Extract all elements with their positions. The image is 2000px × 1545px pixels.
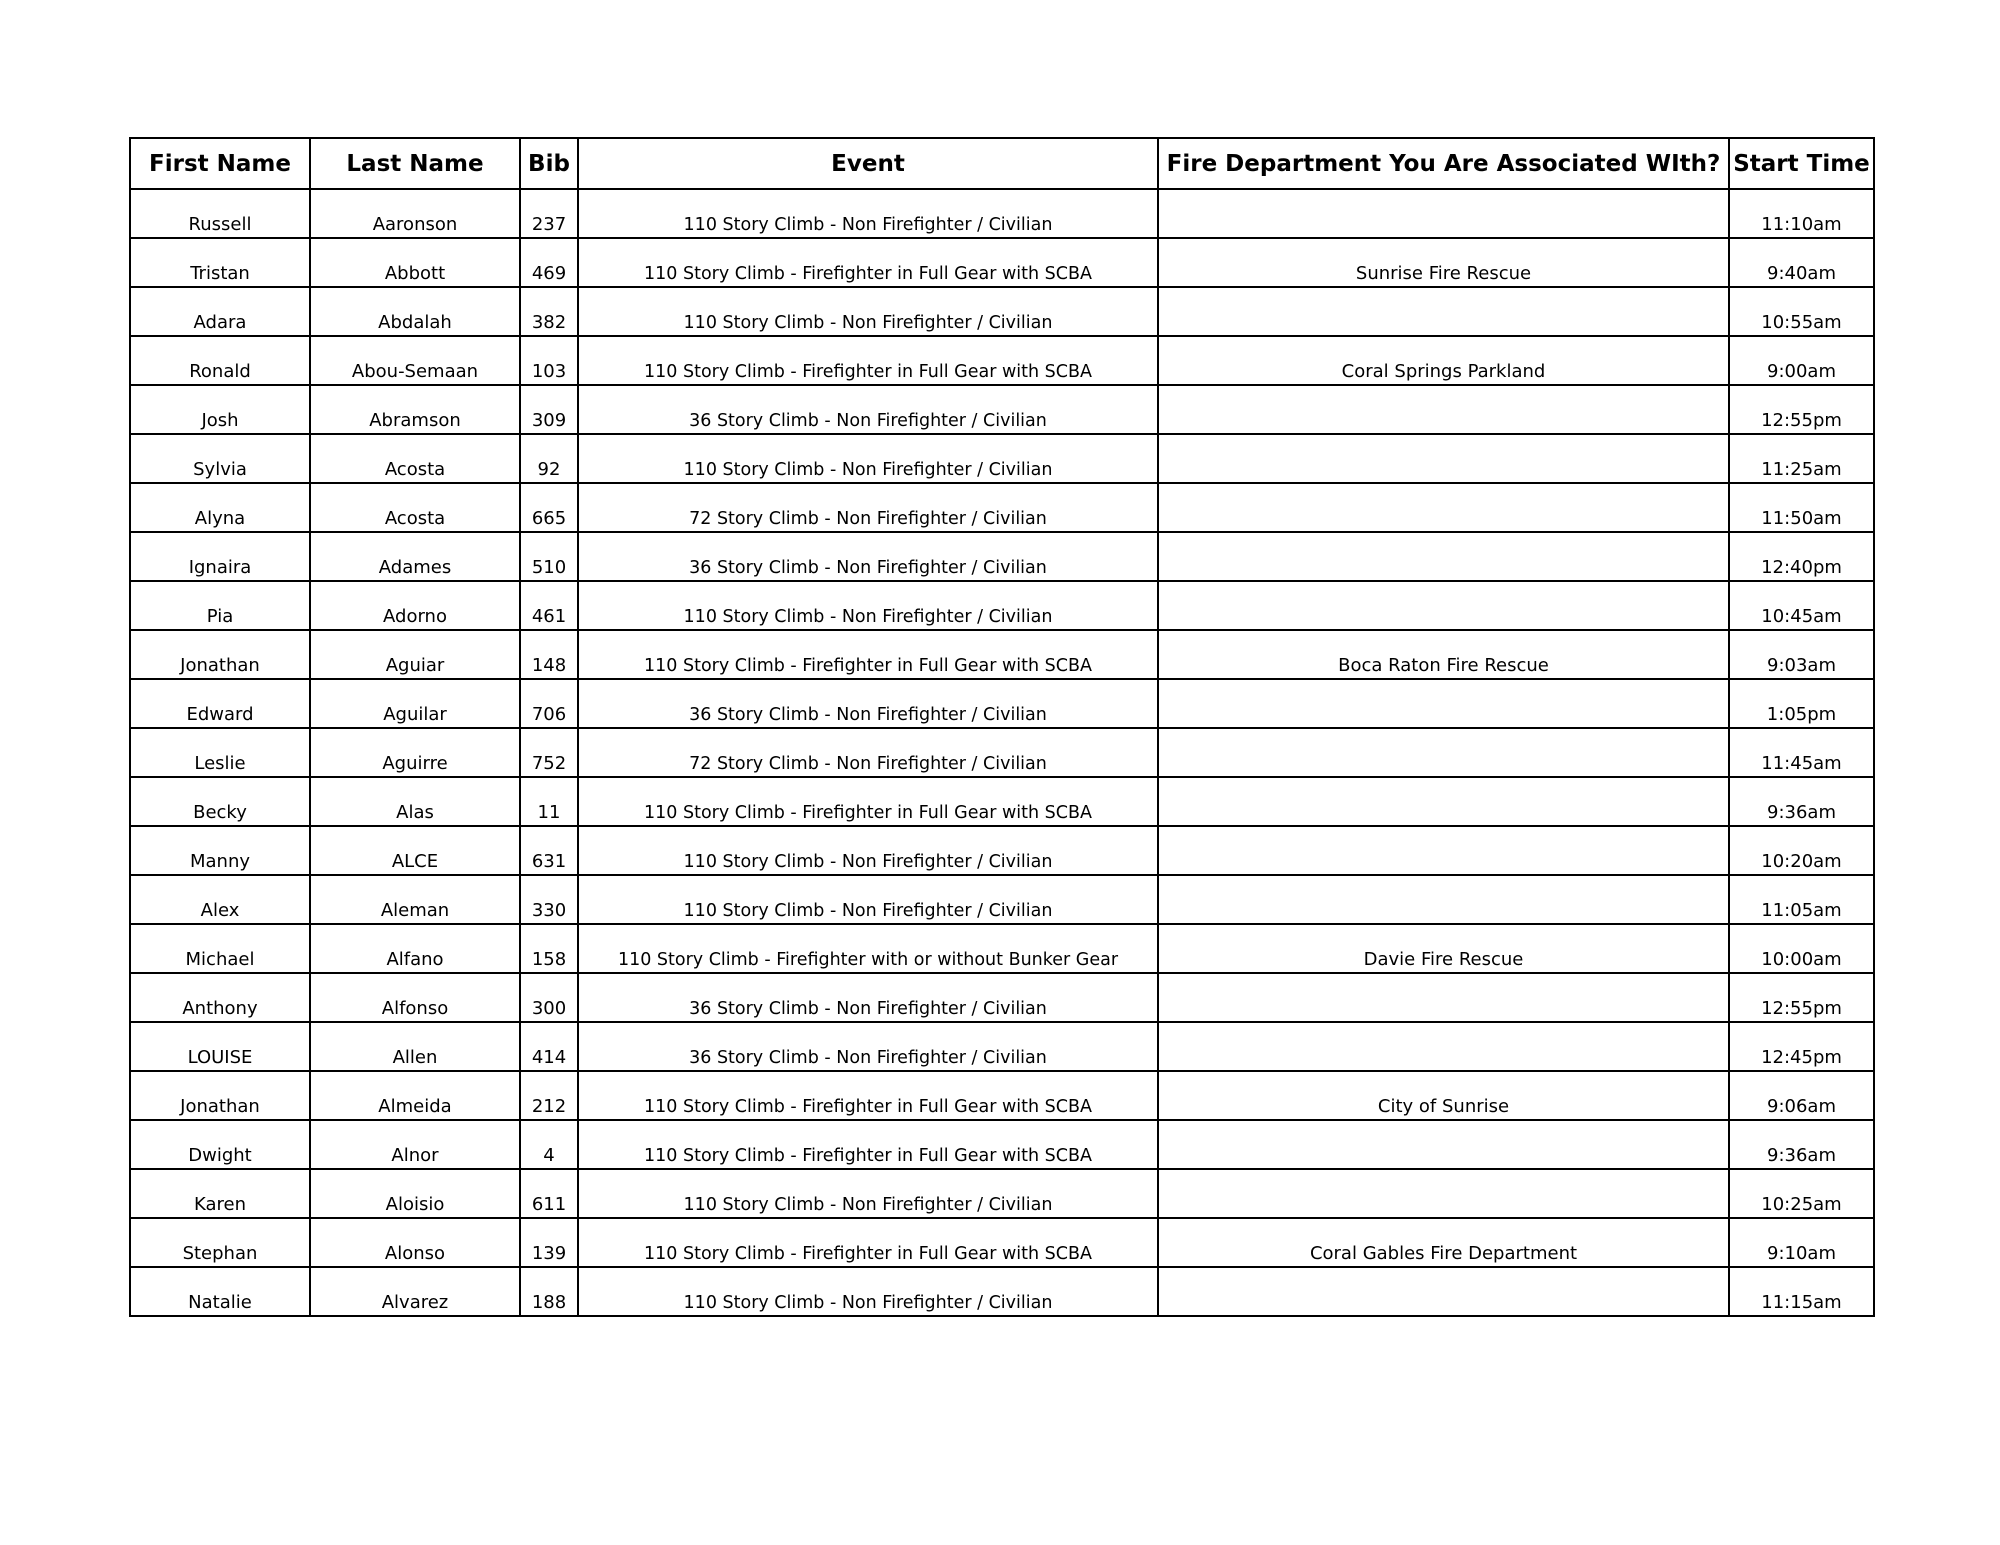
header-fire-department: Fire Department You Are Associated WIth? — [1158, 138, 1729, 189]
first-name-cell: Anthony — [130, 973, 310, 1022]
bib-cell: 330 — [520, 875, 578, 924]
first-name-cell: Adara — [130, 287, 310, 336]
roster-sheet — [129, 137, 1873, 1317]
first-name-cell: Natalie — [130, 1267, 310, 1316]
table-row — [130, 728, 1874, 777]
first-name-cell: Karen — [130, 1169, 310, 1218]
last-name-cell: Aloisio — [310, 1169, 520, 1218]
first-name-cell: Alex — [130, 875, 310, 924]
table-row — [130, 924, 1874, 973]
event-cell: 36 Story Climb - Non Firefighter / Civilian — [578, 679, 1158, 728]
event-cell: 110 Story Climb - Firefighter in Full Gear with SCBA — [578, 630, 1158, 679]
table-row — [130, 1267, 1874, 1316]
first-name-cell: Pia — [130, 581, 310, 630]
fire-department-cell — [1158, 973, 1729, 1022]
table-row — [130, 777, 1874, 826]
start-time-cell: 11:05am — [1729, 875, 1874, 924]
table-row — [130, 1022, 1874, 1071]
last-name-cell: Adames — [310, 532, 520, 581]
event-cell: 110 Story Climb - Non Firefighter / Civilian — [578, 287, 1158, 336]
start-time-cell: 10:55am — [1729, 287, 1874, 336]
start-time-cell: 10:20am — [1729, 826, 1874, 875]
bib-cell: 631 — [520, 826, 578, 875]
last-name-cell: Aaronson — [310, 189, 520, 238]
bib-cell: 237 — [520, 189, 578, 238]
event-cell: 110 Story Climb - Firefighter in Full Gear with SCBA — [578, 238, 1158, 287]
start-time-cell: 9:06am — [1729, 1071, 1874, 1120]
bib-cell: 382 — [520, 287, 578, 336]
event-cell: 110 Story Climb - Firefighter in Full Gear with SCBA — [578, 1071, 1158, 1120]
fire-department-cell — [1158, 826, 1729, 875]
first-name-cell: Josh — [130, 385, 310, 434]
first-name-cell: Ignaira — [130, 532, 310, 581]
header-first-name: First Name — [130, 138, 310, 189]
fire-department-cell — [1158, 679, 1729, 728]
event-cell: 110 Story Climb - Non Firefighter / Civilian — [578, 581, 1158, 630]
fire-department-cell — [1158, 434, 1729, 483]
first-name-cell: Alyna — [130, 483, 310, 532]
table-row — [130, 973, 1874, 1022]
bib-cell: 300 — [520, 973, 578, 1022]
last-name-cell: Abou-Semaan — [310, 336, 520, 385]
header-event: Event — [578, 138, 1158, 189]
bib-cell: 510 — [520, 532, 578, 581]
header-row — [130, 138, 1874, 189]
fire-department-cell — [1158, 1169, 1729, 1218]
header-last-name: Last Name — [310, 138, 520, 189]
fire-department-cell — [1158, 1120, 1729, 1169]
start-time-cell: 10:00am — [1729, 924, 1874, 973]
bib-cell: 4 — [520, 1120, 578, 1169]
bib-cell: 665 — [520, 483, 578, 532]
bib-cell: 148 — [520, 630, 578, 679]
bib-cell: 414 — [520, 1022, 578, 1071]
event-cell: 72 Story Climb - Non Firefighter / Civilian — [578, 483, 1158, 532]
table-row — [130, 532, 1874, 581]
last-name-cell: Alfano — [310, 924, 520, 973]
fire-department-cell — [1158, 875, 1729, 924]
start-time-cell: 11:50am — [1729, 483, 1874, 532]
last-name-cell: Aguirre — [310, 728, 520, 777]
first-name-cell: Jonathan — [130, 1071, 310, 1120]
fire-department-cell — [1158, 777, 1729, 826]
header-bib: Bib — [520, 138, 578, 189]
table-row — [130, 336, 1874, 385]
first-name-cell: Edward — [130, 679, 310, 728]
last-name-cell: Abdalah — [310, 287, 520, 336]
fire-department-cell — [1158, 532, 1729, 581]
bib-cell: 158 — [520, 924, 578, 973]
table-row — [130, 189, 1874, 238]
last-name-cell: Alfonso — [310, 973, 520, 1022]
fire-department-cell — [1158, 483, 1729, 532]
first-name-cell: Becky — [130, 777, 310, 826]
last-name-cell: Alvarez — [310, 1267, 520, 1316]
bib-cell: 139 — [520, 1218, 578, 1267]
start-time-cell: 9:10am — [1729, 1218, 1874, 1267]
event-cell: 36 Story Climb - Non Firefighter / Civilian — [578, 1022, 1158, 1071]
fire-department-cell: Sunrise Fire Rescue — [1158, 238, 1729, 287]
bib-cell: 11 — [520, 777, 578, 826]
table-row — [130, 1218, 1874, 1267]
fire-department-cell: Coral Springs Parkland — [1158, 336, 1729, 385]
fire-department-cell — [1158, 287, 1729, 336]
fire-department-cell — [1158, 385, 1729, 434]
event-cell: 110 Story Climb - Firefighter in Full Gear with SCBA — [578, 1120, 1158, 1169]
first-name-cell: Manny — [130, 826, 310, 875]
table-row — [130, 875, 1874, 924]
start-time-cell: 9:36am — [1729, 777, 1874, 826]
last-name-cell: Abramson — [310, 385, 520, 434]
first-name-cell: Dwight — [130, 1120, 310, 1169]
table-header — [130, 138, 1874, 189]
last-name-cell: Abbott — [310, 238, 520, 287]
table-row — [130, 287, 1874, 336]
table-row — [130, 1169, 1874, 1218]
event-cell: 110 Story Climb - Non Firefighter / Civilian — [578, 875, 1158, 924]
fire-department-cell — [1158, 581, 1729, 630]
header-start-time: Start Time — [1729, 138, 1874, 189]
start-time-cell: 1:05pm — [1729, 679, 1874, 728]
last-name-cell: Allen — [310, 1022, 520, 1071]
bib-cell: 611 — [520, 1169, 578, 1218]
last-name-cell: Alas — [310, 777, 520, 826]
table-row — [130, 1071, 1874, 1120]
table-body — [130, 189, 1874, 1316]
last-name-cell: Aguilar — [310, 679, 520, 728]
last-name-cell: Aguiar — [310, 630, 520, 679]
event-cell: 110 Story Climb - Non Firefighter / Civilian — [578, 189, 1158, 238]
start-time-cell: 11:15am — [1729, 1267, 1874, 1316]
table-row — [130, 385, 1874, 434]
table-row — [130, 826, 1874, 875]
event-cell: 110 Story Climb - Non Firefighter / Civilian — [578, 1267, 1158, 1316]
start-time-cell: 9:40am — [1729, 238, 1874, 287]
start-time-cell: 9:03am — [1729, 630, 1874, 679]
start-time-cell: 10:45am — [1729, 581, 1874, 630]
fire-department-cell: Coral Gables Fire Department — [1158, 1218, 1729, 1267]
fire-department-cell: Davie Fire Rescue — [1158, 924, 1729, 973]
start-time-cell: 12:55pm — [1729, 385, 1874, 434]
last-name-cell: Acosta — [310, 483, 520, 532]
first-name-cell: Jonathan — [130, 630, 310, 679]
first-name-cell: Stephan — [130, 1218, 310, 1267]
fire-department-cell: City of Sunrise — [1158, 1071, 1729, 1120]
bib-cell: 752 — [520, 728, 578, 777]
first-name-cell: Sylvia — [130, 434, 310, 483]
start-time-cell: 11:10am — [1729, 189, 1874, 238]
start-time-cell: 9:00am — [1729, 336, 1874, 385]
start-time-cell: 12:40pm — [1729, 532, 1874, 581]
bib-cell: 461 — [520, 581, 578, 630]
fire-department-cell: Boca Raton Fire Rescue — [1158, 630, 1729, 679]
last-name-cell: Aleman — [310, 875, 520, 924]
event-cell: 110 Story Climb - Firefighter in Full Gear with SCBA — [578, 777, 1158, 826]
table-row — [130, 581, 1874, 630]
bib-cell: 103 — [520, 336, 578, 385]
event-cell: 110 Story Climb - Non Firefighter / Civilian — [578, 1169, 1158, 1218]
bib-cell: 212 — [520, 1071, 578, 1120]
event-cell: 110 Story Climb - Non Firefighter / Civilian — [578, 826, 1158, 875]
table-row — [130, 483, 1874, 532]
bib-cell: 188 — [520, 1267, 578, 1316]
table-row — [130, 238, 1874, 287]
bib-cell: 92 — [520, 434, 578, 483]
last-name-cell: ALCE — [310, 826, 520, 875]
first-name-cell: Ronald — [130, 336, 310, 385]
fire-department-cell — [1158, 1267, 1729, 1316]
last-name-cell: Acosta — [310, 434, 520, 483]
first-name-cell: Tristan — [130, 238, 310, 287]
event-cell: 36 Story Climb - Non Firefighter / Civilian — [578, 973, 1158, 1022]
start-time-cell: 12:55pm — [1729, 973, 1874, 1022]
participant-table — [129, 137, 1875, 1317]
table-row — [130, 1120, 1874, 1169]
last-name-cell: Alnor — [310, 1120, 520, 1169]
first-name-cell: Russell — [130, 189, 310, 238]
first-name-cell: Michael — [130, 924, 310, 973]
bib-cell: 309 — [520, 385, 578, 434]
event-cell: 36 Story Climb - Non Firefighter / Civilian — [578, 532, 1158, 581]
event-cell: 36 Story Climb - Non Firefighter / Civilian — [578, 385, 1158, 434]
event-cell: 110 Story Climb - Firefighter in Full Gear with SCBA — [578, 1218, 1158, 1267]
event-cell: 110 Story Climb - Non Firefighter / Civilian — [578, 434, 1158, 483]
event-cell: 110 Story Climb - Firefighter in Full Gear with SCBA — [578, 336, 1158, 385]
fire-department-cell — [1158, 189, 1729, 238]
last-name-cell: Alonso — [310, 1218, 520, 1267]
bib-cell: 706 — [520, 679, 578, 728]
start-time-cell: 11:25am — [1729, 434, 1874, 483]
event-cell: 72 Story Climb - Non Firefighter / Civilian — [578, 728, 1158, 777]
start-time-cell: 12:45pm — [1729, 1022, 1874, 1071]
start-time-cell: 10:25am — [1729, 1169, 1874, 1218]
last-name-cell: Adorno — [310, 581, 520, 630]
start-time-cell: 11:45am — [1729, 728, 1874, 777]
event-cell: 110 Story Climb - Firefighter with or without Bunker Gear — [578, 924, 1158, 973]
table-row — [130, 679, 1874, 728]
last-name-cell: Almeida — [310, 1071, 520, 1120]
table-row — [130, 434, 1874, 483]
fire-department-cell — [1158, 728, 1729, 777]
table-row — [130, 630, 1874, 679]
bib-cell: 469 — [520, 238, 578, 287]
first-name-cell: Leslie — [130, 728, 310, 777]
start-time-cell: 9:36am — [1729, 1120, 1874, 1169]
first-name-cell: LOUISE — [130, 1022, 310, 1071]
fire-department-cell — [1158, 1022, 1729, 1071]
